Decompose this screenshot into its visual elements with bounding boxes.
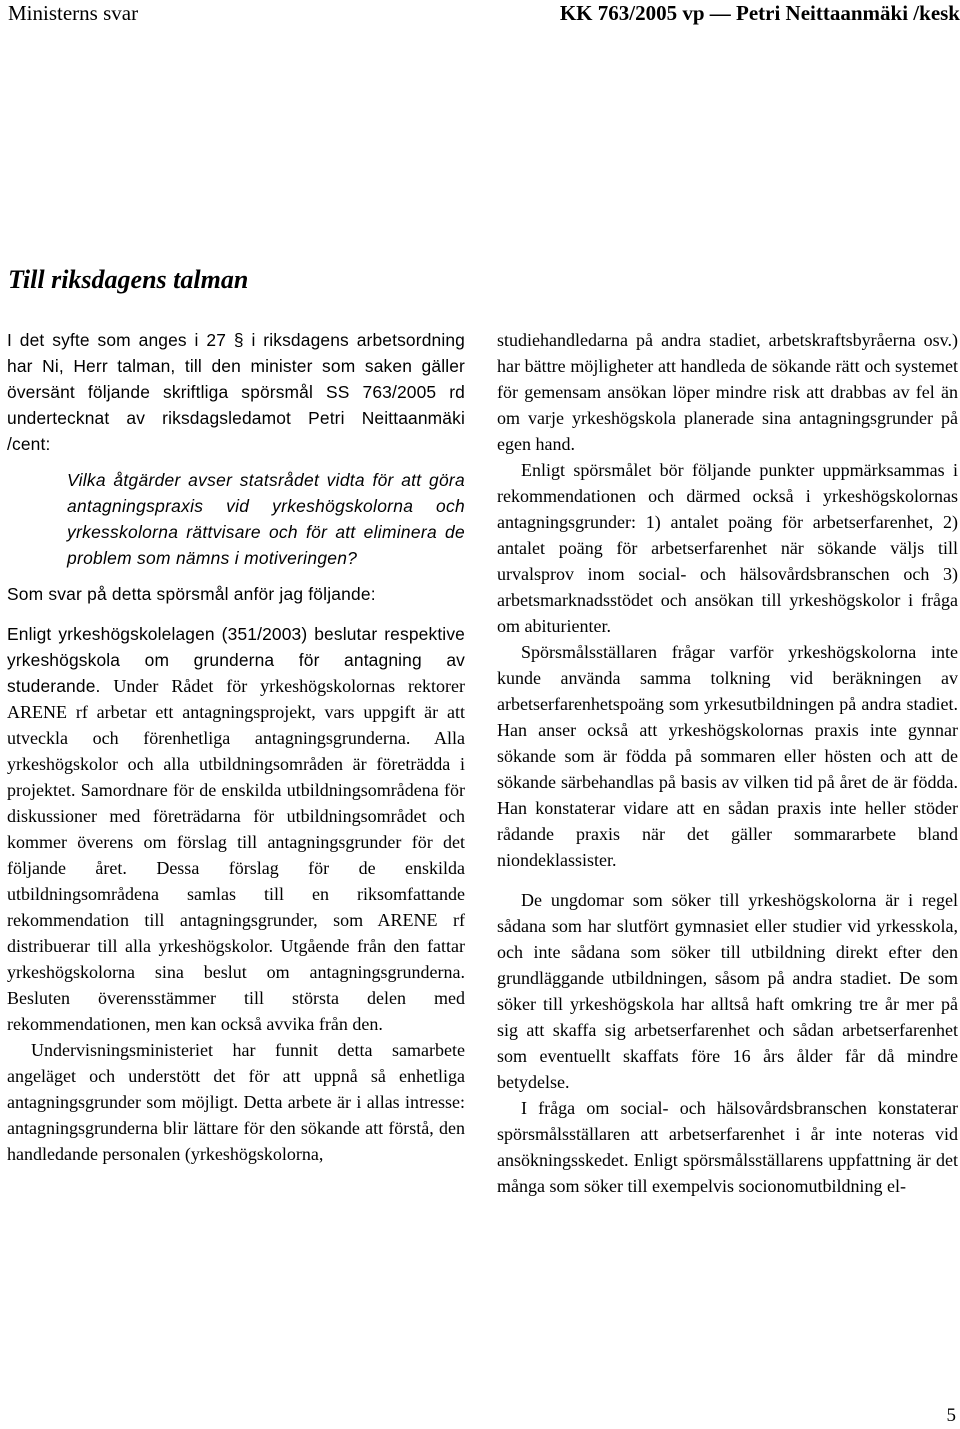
right-paragraph-3: Spörsmålsställaren frågar varför yrkeshögskolorna inte kunde använda samma tolkning vid beräkningen av arbetserfarenhetspoäng som yrkesutbildningen på andra stadiet. Han anser också att yrkeshögskolornas praxis inte gynnar sökande som är födda på sommaren eller hösten och att de sökande särbehandlas på basis av vilken tid på året de är födda. Han konstaterar vidare att en sådan praxis inte heller stöder rådande praxis när det gäller sommararbete bland niondeklassister. [497, 642, 958, 870]
right-column [497, 327, 958, 1199]
right-paragraph-1: studiehandledarna på andra stadiet, arbetskraftsbyråerna osv.) har bättre möjligheter att handleda de sökande rätt och systemet för gemensam ansökan löper mindre risk att drabbas av fel än om varje yrkeshögskola planerade sina antagningsgrunder på egen hand. [497, 330, 958, 454]
question-quote: Vilka åtgärder avser statsrådet vidta för att göra antagningspraxis vid yrkeshögskolorna och yrkesskolorna rättvisare och för att eliminera de problem som nämns i motiveringen? [67, 470, 465, 568]
answer-paragraph-1-lead: Enligt yrkeshögskolelagen (351/2003) beslutar respektive yrkeshögskola om grunderna för antagning av studerande. [7, 624, 465, 696]
answer-intro: Som svar på detta spörsmål anför jag följande: [7, 584, 376, 604]
right-paragraph-2: Enligt spörsmålet bör följande punkter uppmärksammas i rekommendationen och därmed också i yrkeshögskolornas antagningsgrunder: 1) antalet poäng för arbetserfarenhet, 2) antalet poäng för arbetserfarenhet när sökande väljs till urvalsprov inom social- och hälsovårdsbranschen och 3) arbetsmarknadsstödet och ansökan till yrkeshögskolor i fråga om abiturienter. [497, 460, 958, 636]
running-header-right: KK 763/2005 vp — Petri Neittaanmäki /kesk [559, 1, 960, 25]
right-paragraph-5: I fråga om social- och hälsovårdsbranschen konstaterar spörsmålsställaren att arbetserfarenhet i år inte noteras vid ansökningsskedet. Enligt spörsmålsställarens uppfattning är det många som söker till exempelvis socionomutbildning el- [497, 1098, 958, 1196]
running-header-left: Ministerns svar [8, 1, 139, 25]
page-number: 5 [946, 1405, 956, 1426]
intro-paragraph: I det syfte som anges i 27 § i riksdagens arbetsordning har Ni, Herr talman, till den minister som saken gäller översänt följande skriftliga spörsmål SS 763/2005 rd undertecknat av riksdagsledamot Petri Neittaanmäki /cent: [7, 330, 465, 454]
answer-paragraph-2: Undervisningsministeriet har funnit detta samarbete angeläget och understött det för att uppnå så enhetliga antagningsgrunder som möjligt. Detta arbete är i allas intresse: antagningsgrunderna blir lättare för den sökande att förstå, den handledande personalen (yrkeshögskolorna, [7, 1040, 465, 1164]
left-column [7, 327, 465, 1167]
salutation-heading: Till riksdagens talman [8, 265, 249, 294]
answer-paragraph-1 [7, 621, 465, 1037]
answer-paragraph-1-rest: Under Rådet för yrkeshögskolornas rektorer ARENE rf arbetar ett antagningsprojekt, vars uppgift är att utveckla och förenhetliga antagningsgrunderna. Alla yrkeshögskolor och alla utbildningsområden är företrädda i projektet. Samordnare för de enskilda utbildningsområdena för diskussioner med företrädarna för utbildningsområdet och kommer överens om förslag till antagningsgrunder för det följande året. Dessa förslag för de enskilda utbildningsområdena samlas till en riksomfattande rekommendation till antagningsgrunder, som ARENE rf distribuerar till alla yrkeshögskolor. Utgående från den fattar yrkeshögskolorna sina beslut om antagningsgrunderna. Besluten överensstämmer till största delen med rekommendationen, men kan också avvika från den. [7, 676, 465, 1034]
right-paragraph-4: De ungdomar som söker till yrkeshögskolorna är i regel sådana som har slutfört gymnasiet eller studier vid yrkesskola, och inte sådana som söker till utbildning direkt efter den grundläggande utbildningen, såsom på andra stadiet. De som söker till yrkeshögskola har alltså haft omkring tre år mer på sig att skaffa sig arbetserfarenhet och sådan arbetserfarenhet som eventuellt skaffats före 16 års ålder får då mindre betydelse. [497, 890, 958, 1092]
